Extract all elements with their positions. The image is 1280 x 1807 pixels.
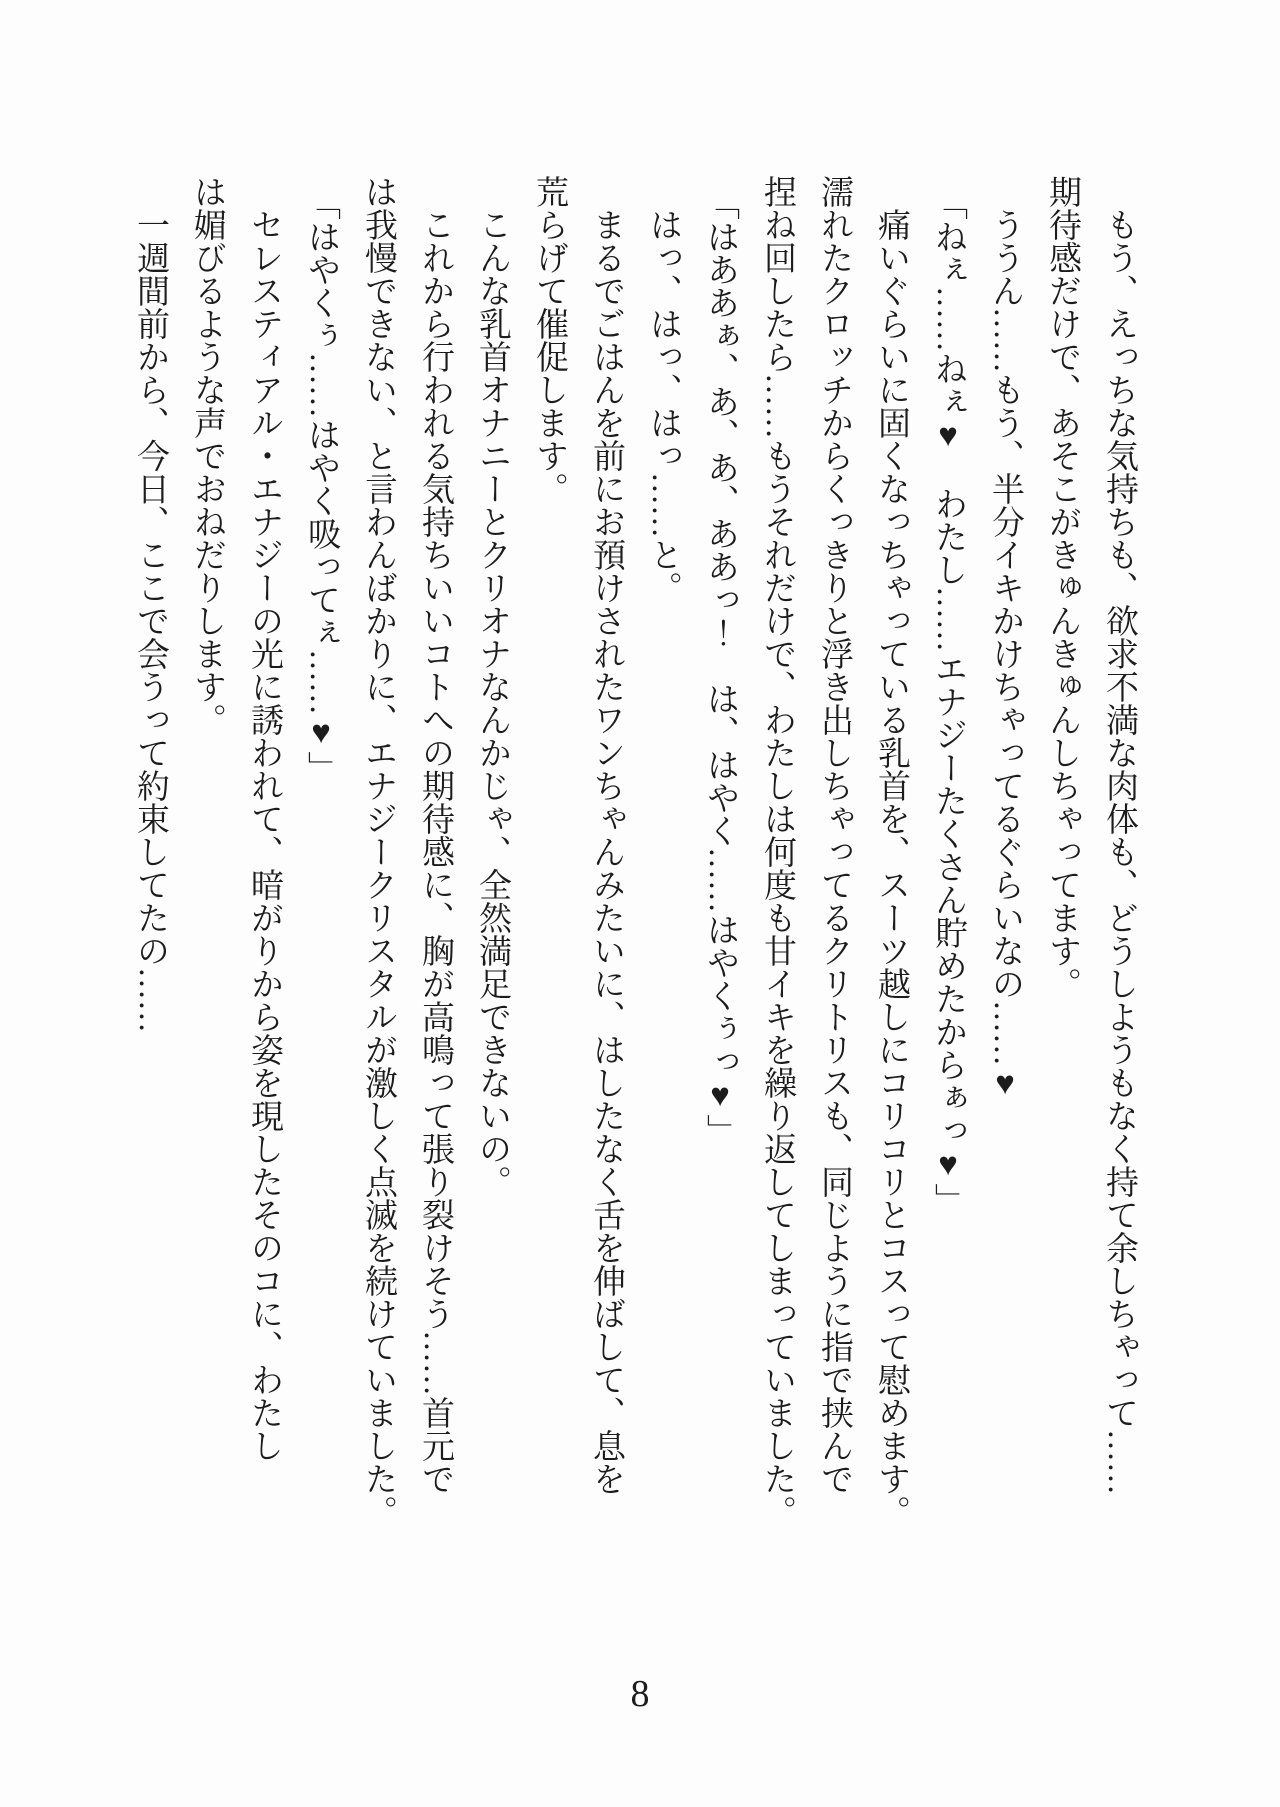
text-line: ううん……もう、半分イキかけちゃってるぐらいなの……♥ xyxy=(987,208,1023,1102)
text-line: これから行われる気持ちいいコトへの期待感に、胸が高鳴って張り裂けそう……首元で xyxy=(417,208,453,1495)
text-line: は我慢できない、と言わんばかりに、エナジークリスタルが激しく点滅を続けていました。 xyxy=(360,175,396,1528)
text-line: 「ねぇ……ねぇ♥ わたし……エナジーたくさん貯めたからぁっ♥」 xyxy=(930,186,966,1216)
text-line: 濡れたクロッチからくっきりと浮き出しちゃってるクリトリスも、同じように指で挟んで xyxy=(816,175,852,1495)
text-line: はっ、はっ、はっ……と。 xyxy=(645,208,681,604)
text-line: 一週間前から、今日、ここで会うって約束してたの…… xyxy=(132,208,168,1033)
text-line: まるでごはんを前にお預けされたワンちゃんみたいに、はしたなく舌を伸ばして、息を xyxy=(588,208,624,1495)
text-line: セレスティアル・エナジーの光に誘われて、暗がりから姿を現したそのコに、わたし xyxy=(246,208,282,1462)
text-line: もう、えっちな気持ちも、欲求不満な肉体も、どうしようもなく持て余しちゃって…… xyxy=(1101,208,1137,1495)
text-line: こんな乳首オナニーとクリオナなんかじゃ、全然満足できないの。 xyxy=(474,208,510,1198)
text-line: は媚びるような声でおねだりします。 xyxy=(189,175,225,736)
page-number: 8 xyxy=(630,1673,650,1715)
text-line: 「はああぁ、あ、あ、ああっ！ は、はやく……はやくぅっ♥」 xyxy=(702,186,738,1147)
text-line: 荒らげて催促します。 xyxy=(531,175,567,505)
text-line: 痛いぐらいに固くなっちゃっている乳首を、スーツ越しにコリコリとコスって慰めます。 xyxy=(873,208,909,1528)
text-line: 「はやくぅ……はやく吸ってぇ……♥」 xyxy=(303,186,339,784)
text-line: 期待感だけで、あそこがきゅんきゅんしちゃってます。 xyxy=(1044,175,1080,1000)
text-line: 捏ね回したら……もうそれだけで、わたしは何度も甘イキを繰り返してしまっていました。 xyxy=(759,175,795,1528)
page-text xyxy=(121,175,1147,1565)
